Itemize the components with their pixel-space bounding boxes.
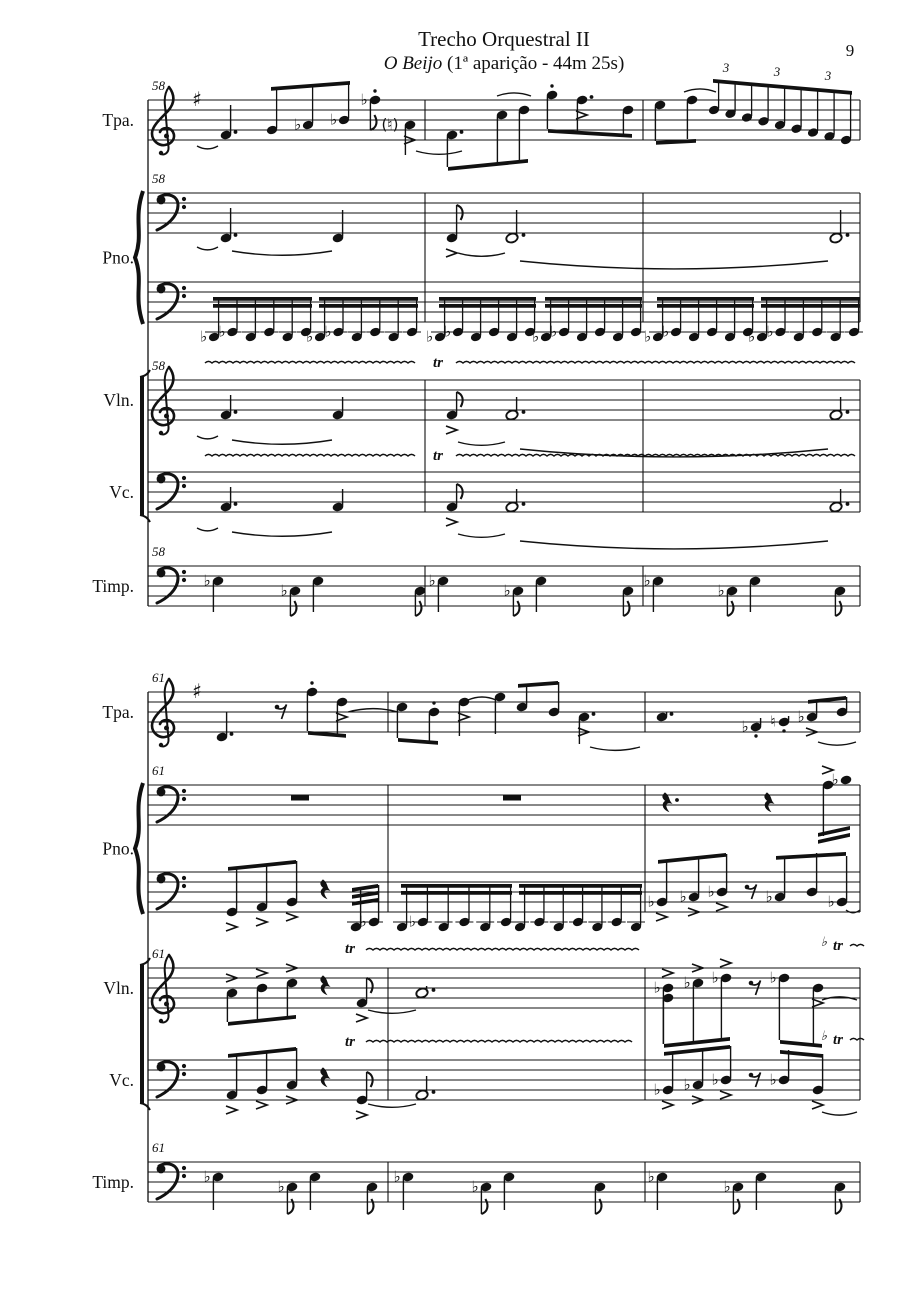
page-number: 9 bbox=[845, 41, 855, 60]
svg-text:♭: ♭ bbox=[425, 327, 434, 346]
instrument-label-timp: Timp. bbox=[92, 576, 134, 596]
strings-bracket bbox=[140, 377, 144, 515]
svg-text:♭: ♭ bbox=[643, 327, 652, 346]
staff-pno-upper-2 bbox=[148, 763, 860, 844]
svg-text:♭: ♭ bbox=[647, 892, 655, 911]
svg-text:♭: ♭ bbox=[820, 1028, 828, 1043]
svg-text:♭: ♭ bbox=[393, 1167, 401, 1186]
svg-text:♭: ♭ bbox=[203, 571, 211, 590]
svg-text:♭: ♭ bbox=[741, 717, 749, 736]
svg-text:tr: tr bbox=[832, 938, 844, 954]
staff-pno-upper-1 bbox=[148, 171, 860, 269]
svg-text:♭: ♭ bbox=[280, 581, 288, 600]
svg-text:♭: ♭ bbox=[324, 322, 332, 341]
svg-text:♭: ♭ bbox=[653, 978, 661, 997]
staff-vln-2 bbox=[103, 934, 864, 1048]
instrument-label-tpa: Tpa. bbox=[102, 110, 134, 130]
svg-text:♭: ♭ bbox=[711, 1070, 719, 1089]
staff-pno-lower-2 bbox=[148, 852, 860, 933]
svg-text:♮: ♮ bbox=[770, 712, 776, 731]
svg-text:3: 3 bbox=[722, 60, 730, 75]
page-subtitle bbox=[384, 53, 625, 74]
svg-text:♭: ♭ bbox=[203, 1167, 211, 1186]
svg-text:♭: ♭ bbox=[723, 1177, 731, 1196]
piano-brace bbox=[135, 783, 143, 914]
svg-text:♭: ♭ bbox=[747, 327, 756, 346]
svg-text:♭: ♭ bbox=[653, 1080, 661, 1099]
page-title: Trecho Orquestral II bbox=[418, 27, 590, 51]
svg-text:♭: ♭ bbox=[769, 1070, 777, 1089]
instrument-label-pno: Pno. bbox=[102, 838, 134, 859]
system-2 bbox=[92, 670, 864, 1214]
svg-text:♭: ♭ bbox=[471, 1177, 479, 1196]
piano-brace bbox=[135, 191, 143, 324]
svg-text:♭: ♭ bbox=[549, 322, 558, 341]
svg-text:♭: ♭ bbox=[711, 968, 719, 987]
measure-number: 61 bbox=[152, 670, 165, 685]
measure-number: 58 bbox=[152, 78, 165, 93]
svg-text:♭: ♭ bbox=[293, 115, 302, 134]
svg-text:♭: ♭ bbox=[305, 327, 314, 346]
svg-text:♭: ♭ bbox=[643, 571, 651, 590]
svg-text:♭: ♭ bbox=[827, 892, 835, 911]
svg-text:♭: ♭ bbox=[428, 571, 436, 590]
svg-text:♭: ♭ bbox=[531, 327, 540, 346]
svg-text:♭: ♭ bbox=[765, 887, 773, 906]
instrument-label-tpa: Tpa. bbox=[102, 702, 134, 722]
svg-text:♭: ♭ bbox=[831, 770, 839, 789]
subtitle-cue: (1ª aparição - 44m 25s) bbox=[442, 53, 625, 74]
svg-text:♭: ♭ bbox=[766, 322, 774, 341]
svg-text:(♮): (♮) bbox=[381, 115, 399, 134]
svg-text:♭: ♭ bbox=[647, 1167, 655, 1186]
measure-number: 61 bbox=[152, 1140, 165, 1155]
svg-text:♭: ♭ bbox=[683, 1075, 691, 1094]
svg-text:tr: tr bbox=[344, 1034, 356, 1050]
measure-number: 61 bbox=[152, 946, 165, 961]
svg-text:♭: ♭ bbox=[797, 707, 805, 726]
svg-text:tr: tr bbox=[344, 941, 356, 957]
subtitle-work-name: O Beijo bbox=[383, 53, 443, 74]
system-1 bbox=[92, 60, 863, 616]
instrument-label-vc: Vc. bbox=[109, 482, 134, 502]
staff-timp-2 bbox=[92, 1140, 860, 1214]
svg-text:tr: tr bbox=[832, 1032, 844, 1048]
svg-text:♭: ♭ bbox=[661, 322, 670, 341]
svg-text:♭: ♭ bbox=[820, 934, 828, 949]
svg-text:♭: ♭ bbox=[277, 1177, 285, 1196]
staff-tpa-2 bbox=[102, 670, 860, 750]
staff-timp-1 bbox=[92, 544, 860, 616]
measure-number: 61 bbox=[152, 763, 165, 778]
svg-text:3: 3 bbox=[773, 64, 781, 79]
measure-number: 58 bbox=[152, 171, 165, 186]
instrument-label-timp: Timp. bbox=[92, 1172, 134, 1192]
svg-text:3: 3 bbox=[824, 68, 832, 83]
svg-text:♭: ♭ bbox=[218, 322, 226, 341]
svg-text:♭: ♭ bbox=[359, 912, 367, 931]
svg-text:♭: ♭ bbox=[707, 882, 715, 901]
instrument-label-pno: Pno. bbox=[102, 247, 134, 268]
measure-number: 58 bbox=[152, 358, 165, 373]
key-signature-sharp: ♯ bbox=[192, 679, 202, 703]
measure-number: 58 bbox=[152, 544, 165, 559]
staff-tpa-1 bbox=[102, 60, 860, 171]
svg-text:♭: ♭ bbox=[360, 90, 368, 109]
staff-vc-2 bbox=[109, 1028, 864, 1119]
svg-text:tr: tr bbox=[432, 448, 444, 464]
svg-text:tr: tr bbox=[432, 355, 444, 371]
instrument-label-vln: Vln. bbox=[103, 390, 134, 410]
staff-pno-lower-1 bbox=[148, 282, 863, 346]
svg-text:♭: ♭ bbox=[717, 581, 725, 600]
strings-bracket bbox=[140, 965, 144, 1103]
staff-vc-1 bbox=[109, 448, 860, 549]
key-signature-sharp: ♯ bbox=[192, 87, 202, 111]
svg-text:♭: ♭ bbox=[199, 327, 208, 346]
instrument-label-vc: Vc. bbox=[109, 1070, 134, 1090]
svg-text:♭: ♭ bbox=[503, 581, 511, 600]
svg-text:♭: ♭ bbox=[683, 973, 691, 992]
svg-text:♭: ♭ bbox=[408, 912, 416, 931]
instrument-label-vln: Vln. bbox=[103, 978, 134, 998]
svg-text:♭: ♭ bbox=[443, 322, 452, 341]
notation-layer bbox=[92, 60, 864, 1214]
svg-text:♭: ♭ bbox=[329, 110, 338, 129]
staff-vln-1 bbox=[103, 355, 860, 457]
svg-text:♭: ♭ bbox=[769, 968, 777, 987]
svg-text:♭: ♭ bbox=[679, 887, 687, 906]
